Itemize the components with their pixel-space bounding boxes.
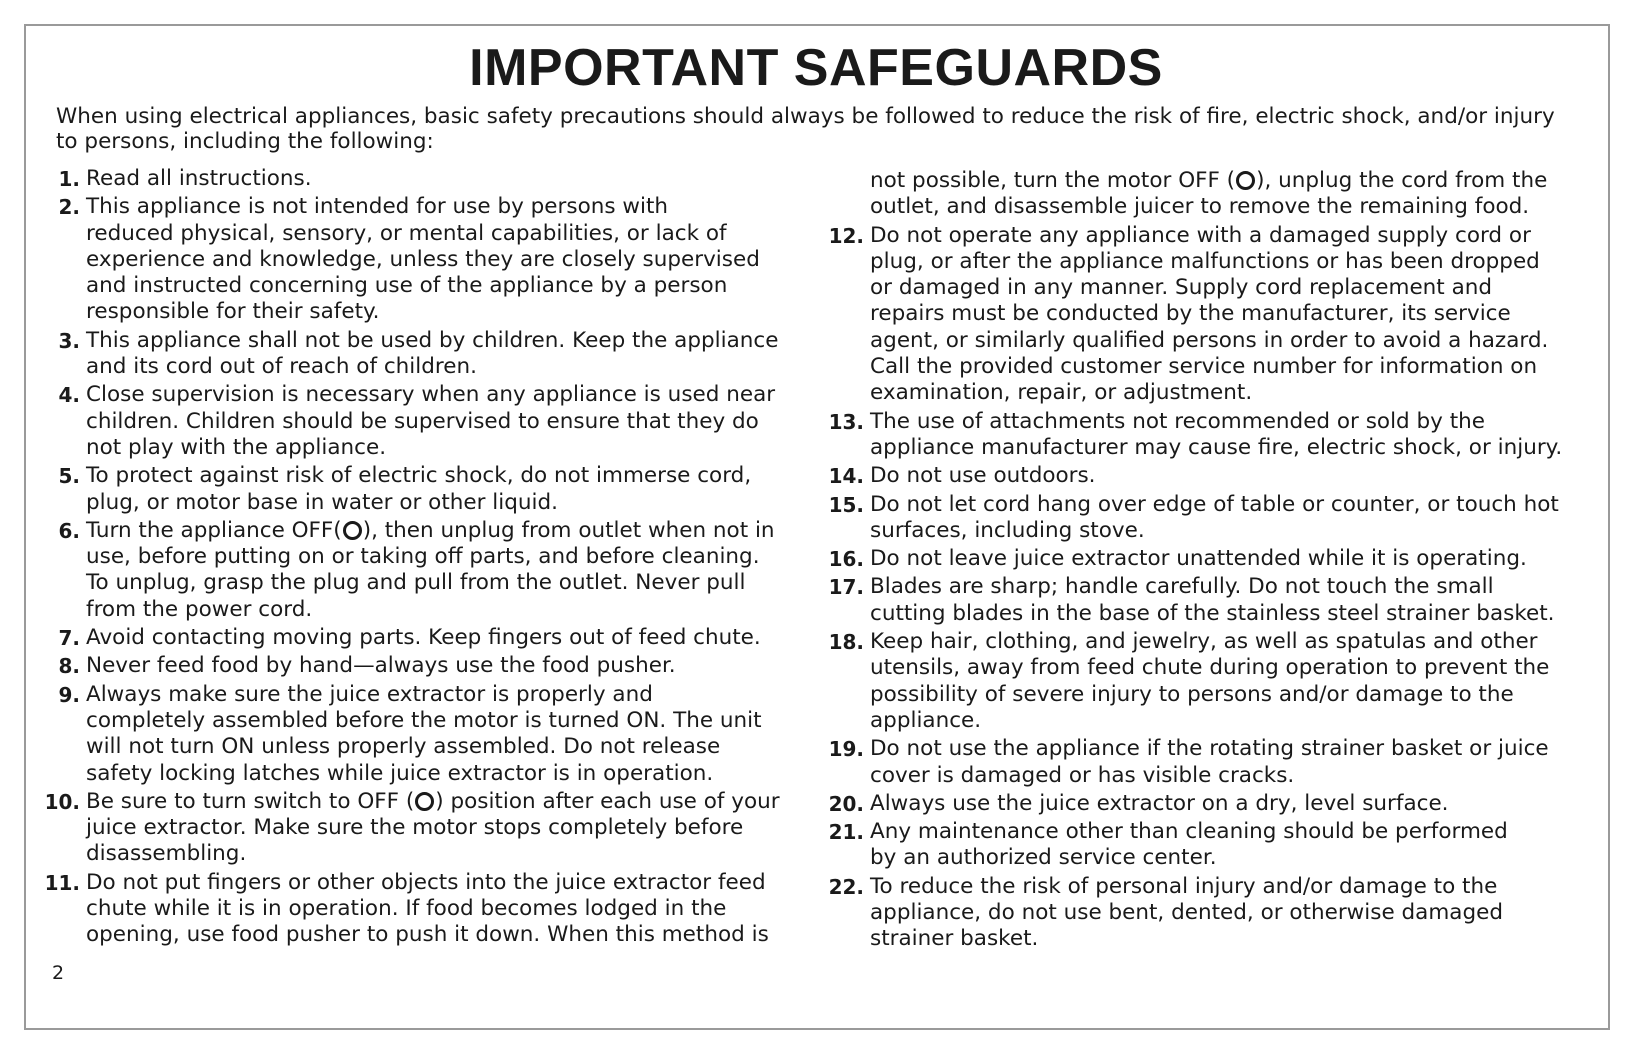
item-number: 2. [58,195,80,220]
item-number: 17. [828,575,864,600]
item-text: Do not let cord hang over edge of table or counter, or touch hot surfaces, including stove. [870,491,1559,543]
item-number: 3. [58,328,80,353]
list-item [44,870,814,949]
item-text: Any maintenance other than cleaning should be performed by an authorized service center. [870,819,1508,871]
item-number: 4. [58,383,80,408]
item-text: Avoid contacting moving parts. Keep fingers out of feed chute. [86,625,761,651]
item-text: Do not use the appliance if the rotating strainer basket or juice cover is damaged or has visible cracks. [870,736,1549,788]
item-number: 21. [828,820,864,845]
list-item [44,653,814,679]
item-text-after: ), unplug the cord from the outlet, and disassemble juicer to remove the remaining food. [870,168,1548,220]
item-text: Do not put fingers or other objects into the juice extractor feed chute while it is in operation. If food becomes lodged in the opening, use food pusher to push it down. When this method is [86,869,769,948]
item-number: 1. [58,167,80,191]
list-item [828,736,1598,789]
item-number: 18. [828,630,864,655]
list-item [44,625,814,651]
power-off-circle-icon [1236,171,1255,190]
list-item [44,682,814,787]
list-item [828,546,1598,572]
item-number: 22. [828,874,864,899]
safeguards-list-left [44,166,814,951]
item-text-after: ), then unplug from outlet when not in use, before putting on or taking off parts, and before cleaning. To unplug, grasp the plug and pull from the outlet. Never pull from the power cord. [86,517,775,622]
intro-paragraph: When using electrical appliances, basic safety precautions should always be followed to reduce the risk of fire, electric shock, and/or injury to persons, including the following: [56,104,1555,154]
list-item [44,328,814,381]
item-text: To protect against risk of electric shock, do not immerse cord, plug, or motor base in water or other liquid. [86,463,752,515]
item-number: 10. [44,789,80,814]
item-text: Keep hair, clothing, and jewelry, as well as spatulas and other utensils, away from feed chute during operation to prevent the possibility of severe injury to persons and/or damage to the appliance. [870,629,1550,733]
item-number: 14. [828,464,864,489]
item-number: 7. [58,626,80,651]
list-item [828,819,1598,872]
list-item [828,874,1598,953]
item-number: 15. [828,492,864,517]
list-item [828,574,1598,627]
safeguards-list-right [828,168,1598,955]
item-number: 13. [828,409,864,434]
item-number: 12. [828,223,864,248]
item-number: 16. [828,547,864,572]
item-text [86,789,814,868]
list-item [828,223,1598,407]
power-off-circle-icon [343,521,362,540]
item-text: Always make sure the juice extractor is properly and completely assembled before the motor is turned ON. The unit will not turn ON unless properly assembled. Do not release safety locking latches while juice extractor is in operation. [86,681,762,786]
list-item [44,463,814,516]
item-number: 5. [58,464,80,489]
item-text: The use of attachments not recommended or sold by the appliance manufacturer may cause fire, electric shock, or injury. [870,408,1563,460]
item-text: This appliance is not intended for use by persons with reduced physical, sensory, or mental capabilities, or lack of experience and knowledge, unless they are closely supervised and instructed concerning use of the appliance by a person responsible for their safety. [86,194,760,325]
item-number: 11. [44,870,80,895]
item-text: Do not leave juice extractor unattended while it is operating. [870,546,1527,572]
list-item [828,629,1598,734]
list-item [44,382,814,461]
item-number: 9. [58,682,80,707]
item-text: Read all instructions. [86,166,312,191]
item-number: 8. [58,654,80,679]
item-text-after: ) position after each use of your juice extractor. Make sure the motor stops completely before disassembling. [86,788,780,867]
item-number: 6. [58,518,80,543]
item-text: To reduce the risk of personal injury and/or damage to the appliance, do not use bent, dented, or otherwise damaged strainer basket. [870,873,1503,952]
item-text: Always use the juice extractor on a dry, level surface. [870,790,1449,816]
item-text-before: not possible, turn the motor OFF ( [870,168,1236,193]
list-item [44,166,814,192]
item-continuation [828,168,1598,221]
power-off-circle-icon [415,792,434,811]
item-text: Never feed food by hand—always use the food pusher. [86,653,676,679]
list-item [44,789,814,868]
list-item [828,463,1598,489]
item-text: This appliance shall not be used by children. Keep the appliance and its cord out of reach of children. [86,327,779,380]
item-text-before: Turn the appliance OFF( [86,517,342,543]
item-text: Blades are sharp; handle carefully. Do not touch the small cutting blades in the base of the stainless steel strainer basket. [870,574,1555,626]
page-number: 2 [52,962,65,984]
item-text: Do not operate any appliance with a damaged supply cord or plug, or after the appliance malfunctions or has been dropped or damaged in any manner. Supply cord replacement and repairs must be conducted by the manufacturer, its service agent, or similarly qualified persons in order to avoid a hazard. Call the provided customer service number for information on examination, repair, or adjustment. [870,222,1549,406]
item-number: 20. [828,791,864,816]
list-item [44,194,814,325]
list-item [828,791,1598,817]
item-text: Close supervision is necessary when any appliance is used near children. Children should be supervised to ensure that they do not play with the appliance. [86,382,776,460]
item-text [86,518,814,623]
list-item [828,492,1598,545]
page-title: IMPORTANT SAFEGUARDS [469,39,1163,97]
item-text: Do not use outdoors. [870,463,1096,489]
list-item [828,409,1598,462]
list-item [44,518,814,623]
item-number: 19. [828,737,864,762]
item-text-before: Be sure to turn switch to OFF ( [86,788,415,814]
